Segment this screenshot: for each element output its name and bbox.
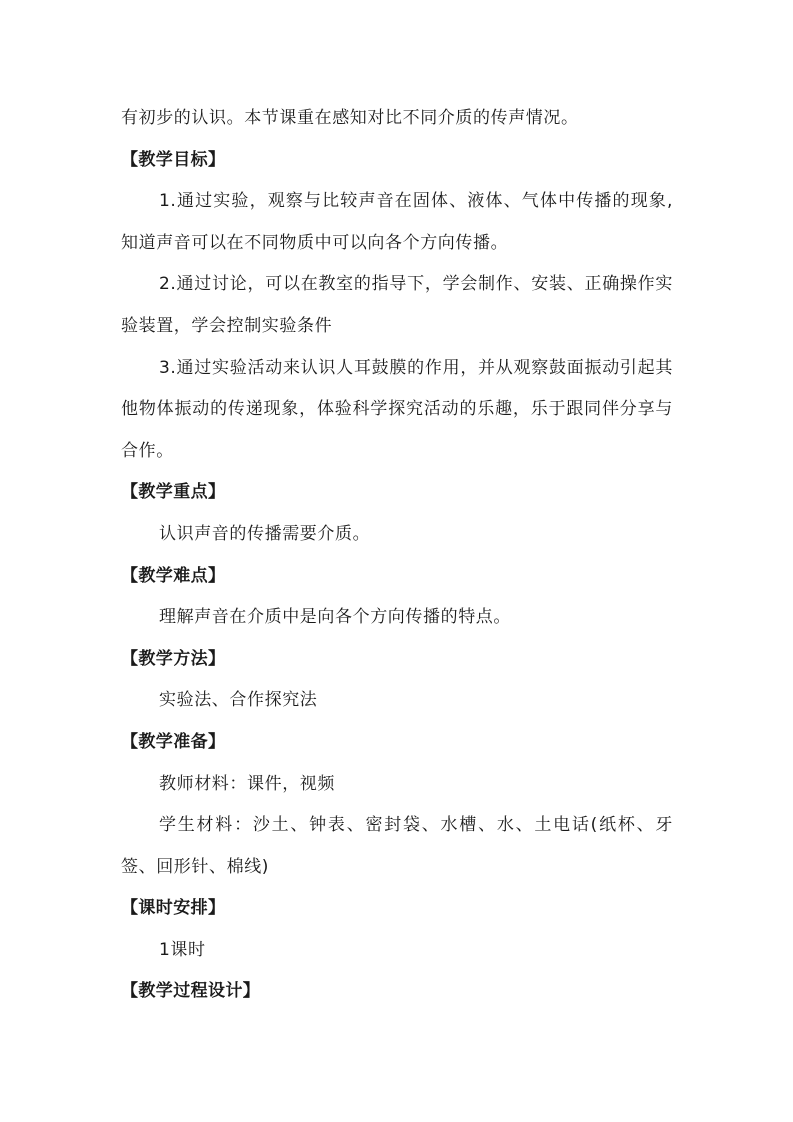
objective-1: 1.通过实验，观察与比较声音在固体、液体、气体中传播的现象,知道声音可以在不同物质中可以向各个方向传播。 [121, 191, 673, 253]
heading-process-design: 【教学过程设计】 [121, 981, 261, 1002]
objective-2: 2.通过讨论，可以在教室的指导下，学会制作、安装、正确操作实验装置，学会控制实验条件 [121, 274, 673, 336]
heading-preparation: 【教学准备】 [121, 731, 226, 752]
student-materials: 学生材料：沙土、钟表、密封袋、水槽、水、土电话(纸杯、牙签、回形针、棉线) [121, 815, 673, 877]
teacher-materials: 教师材料：课件，视频 [159, 773, 335, 794]
objective-3: 3.通过实验活动来认识人耳鼓膜的作用，并从观察鼓面振动引起其他物体振动的传递现象，体验科学探究活动的乐趣，乐于跟同伴分享与合作。 [121, 357, 673, 461]
intro-paragraph: 有初步的认识。本节课重在感知对比不同介质的传声情况。 [121, 108, 579, 128]
schedule-text: 1课时 [159, 939, 206, 960]
heading-methods: 【教学方法】 [121, 648, 226, 669]
key-point-text: 认识声音的传播需要介质。 [159, 523, 371, 544]
difficulty-text: 理解声音在介质中是向各个方向传播的特点。 [159, 607, 511, 628]
document-body [121, 98, 673, 1013]
heading-schedule: 【课时安排】 [121, 898, 226, 919]
heading-key-points: 【教学重点】 [121, 482, 226, 503]
heading-objectives: 【教学目标】 [121, 149, 226, 170]
heading-difficulties: 【教学难点】 [121, 565, 226, 586]
methods-text: 实验法、合作探究法 [159, 690, 318, 711]
